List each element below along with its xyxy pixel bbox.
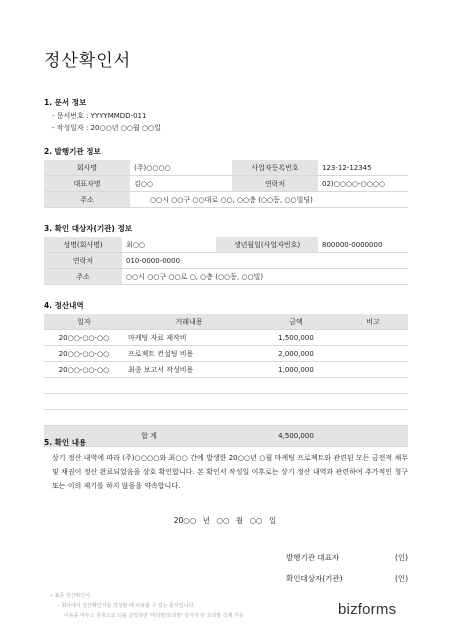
table-row: [44, 253, 408, 269]
row-amount: 1,500,000: [254, 330, 338, 346]
target-label-address: 주소: [44, 269, 122, 285]
row-desc: 프로젝트 컨설팅 비용: [124, 346, 254, 362]
row-note: [338, 362, 408, 378]
footer-note-title: • 표준 정산확인서: [50, 593, 90, 599]
table-row: [44, 330, 408, 346]
table-row: [44, 237, 408, 253]
target-birth: 800000-0000000: [318, 237, 408, 253]
row-date: 20○○-○○-○○: [44, 362, 124, 378]
target-label-name: 성명(회사명): [44, 237, 122, 253]
row-date: 20○○-○○-○○: [44, 330, 124, 346]
issuer-bizno: 123-12-12345: [318, 160, 408, 176]
table-row: [44, 269, 408, 285]
row-amount: 1,000,000: [254, 362, 338, 378]
target-label-birth: 생년월일(사업자번호): [216, 237, 318, 253]
issuer-label-address: 주소: [44, 192, 130, 208]
signature-issuer-label: 발행기관 대표자: [286, 553, 340, 562]
target-address: ○○시 ○○구 ○○로 ○, ○층 (○○동, ○○빌): [122, 269, 408, 285]
issuer-contact: 02)○○○○-○○○○: [318, 176, 408, 192]
issuer-label-contact: 연락처: [232, 176, 318, 192]
table-row: [44, 410, 408, 426]
table-row: [44, 160, 408, 176]
signature-target-seal: (인): [395, 574, 409, 583]
row-note: [338, 330, 408, 346]
table-row: [44, 378, 408, 394]
footer-note-line: - 회사에서 정산확인서를 작성할 때 사용할 수 있는 문서입니다.: [58, 603, 195, 609]
table-row: [44, 176, 408, 192]
issuer-company: (주)○○○○: [130, 160, 232, 176]
row-note: [338, 346, 408, 362]
section-issuer-heading: 2. 발행기관 정보: [44, 147, 101, 156]
issuer-address: ○○시 ○○구 ○○대로 ○○, ○○층 (○○동, ○○빌딩): [130, 192, 408, 208]
issuer-ceo: 김○○: [130, 176, 232, 192]
row-desc: 최종 보고서 작성비용: [124, 362, 254, 378]
target-label-contact: 연락처: [44, 253, 122, 269]
target-name: 최○○: [122, 237, 216, 253]
col-header-note: 비고: [338, 314, 408, 330]
issuer-table: [44, 160, 408, 208]
section-target-heading: 3. 확인 대상자(기관) 정보: [44, 224, 132, 233]
col-header-amount: 금액: [254, 314, 338, 330]
bizforms-logo: bizforms: [338, 601, 397, 618]
total-amount: 4,500,000: [254, 426, 338, 447]
confirmation-body: 상기 정산 내역에 따라 (주)○○○○와 최○○ 간에 발생한 20○○년 ○월 마케팅 프로젝트와 관련된 모든 금전적 채무 및 채권이 정산 완료되었음을 상호 확인합니다. 본 확인서 작성일 이후로는 상기 정산 내역과 관련하여 추가적인 청구 또는 이의 제기를 하지 않을을 약속합니다.: [52, 454, 408, 490]
col-header-desc: 거래내용: [124, 314, 254, 330]
doc-number: - 문서번호 : YYYYMMDD-011: [52, 112, 147, 120]
table-row: [44, 192, 408, 208]
settlement-table: [44, 314, 408, 447]
table-total-row: [44, 426, 408, 447]
table-row: [44, 346, 408, 362]
issuer-label-ceo: 대표자명: [44, 176, 130, 192]
target-table: [44, 237, 408, 285]
issuer-label-company: 회사명: [44, 160, 130, 176]
table-row: [44, 362, 408, 378]
issuer-label-bizno: 사업자등록번호: [232, 160, 318, 176]
document-title: 정산확인서: [44, 51, 132, 71]
doc-date: - 작성일자 : 20○○년 ○○월 ○○일: [52, 124, 161, 132]
table-row: [44, 394, 408, 410]
footer-note-line: 이용을 마우스 원쪽으로 더블 클릭하면 '머리말/꼬리말' 상자가 만 꼬리말 삭제 가능: [64, 613, 244, 619]
section-doc-info-heading: 1. 문서 정보: [44, 98, 87, 107]
section-confirm-heading: 5. 확인 내용: [44, 438, 87, 447]
signature-target-label: 확인대상자(기관): [286, 574, 343, 583]
col-header-date: 일자: [44, 314, 124, 330]
row-date: 20○○-○○-○○: [44, 346, 124, 362]
row-desc: 마케팅 자료 제작비: [124, 330, 254, 346]
signature-issuer-seal: (인): [395, 553, 409, 562]
table-header-row: [44, 314, 408, 330]
total-label: 합 계: [44, 426, 254, 447]
signing-date: 20○○ 년 ○○ 월 ○○ 일: [173, 516, 277, 525]
section-settlement-heading: 4. 정산내역: [44, 301, 84, 310]
row-amount: 2,000,000: [254, 346, 338, 362]
target-contact: 010-0000-0000: [122, 253, 408, 269]
